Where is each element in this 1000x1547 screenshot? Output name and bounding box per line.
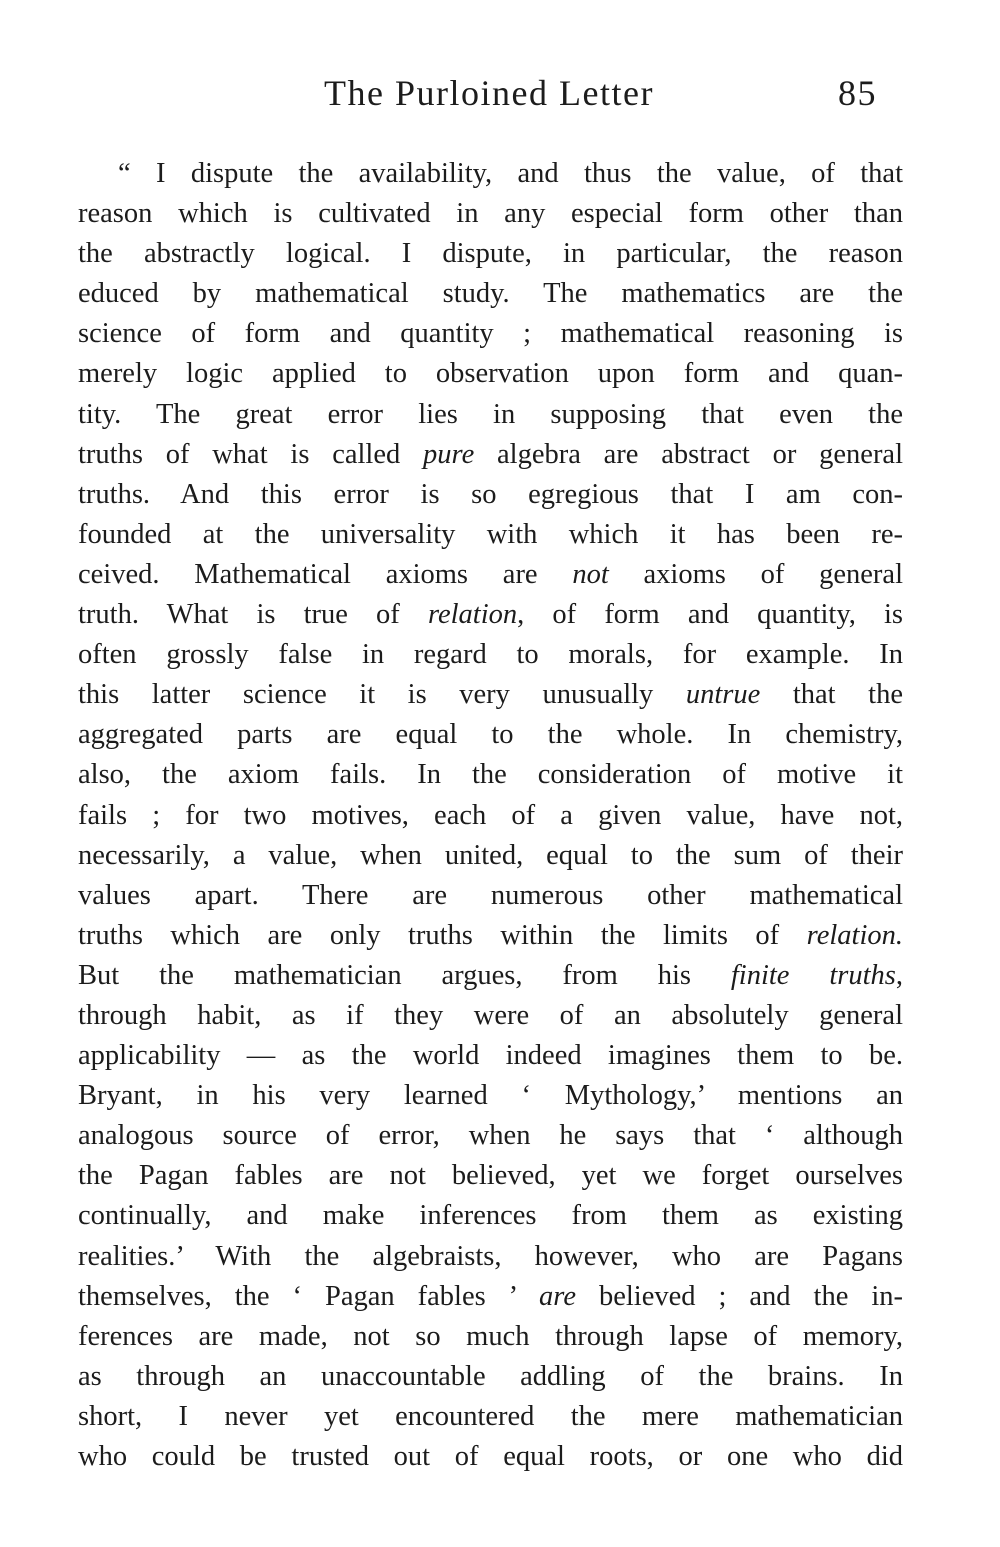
text-segment: as through an unaccountable addling of the brains. In: [78, 1360, 903, 1392]
text-line: [78, 876, 903, 916]
text-segment: often grossly false in regard to morals, for example. In: [78, 639, 903, 671]
text-line: [78, 1076, 903, 1116]
text-segment: truths. And this error is so egregious that I am con-: [78, 478, 903, 510]
text-line: [78, 796, 903, 836]
text-segment: also, the axiom fails. In the consideration of motive it: [78, 759, 903, 791]
text-segment: science of form and quantity ; mathematical reasoning is: [78, 318, 903, 350]
text-line: [78, 996, 903, 1036]
text-segment: that the: [760, 679, 903, 711]
text-line: [78, 274, 903, 314]
text-line: [78, 314, 903, 354]
italic-text: untrue: [685, 679, 761, 711]
text-line: [78, 1397, 903, 1437]
page-number: 85: [838, 73, 877, 113]
text-segment: analogous source of error, when he says that ‘ although: [78, 1120, 903, 1152]
text-line: [78, 154, 903, 194]
text-line: [78, 1277, 903, 1317]
text-segment: algebra are abstract or general: [474, 438, 903, 470]
text-segment: through habit, as if they were of an absolutely general: [78, 999, 903, 1031]
text-segment: truths which are only truths within the limits of: [78, 919, 807, 951]
text-line: [78, 1437, 903, 1477]
body-text: [78, 154, 903, 1477]
text-segment: founded at the universality with which it has been re-: [78, 518, 903, 550]
text-segment: educed by mathematical study. The mathematics are the: [78, 278, 903, 310]
text-line: [78, 675, 903, 715]
text-line: [78, 1036, 903, 1076]
text-line: [78, 956, 903, 996]
text-segment: the abstractly logical. I dispute, in particular, the reason: [78, 238, 903, 270]
text-line: [78, 475, 903, 515]
text-line: [78, 595, 903, 635]
text-line: [78, 916, 903, 956]
text-segment: short, I never yet encountered the mere mathematician: [78, 1400, 903, 1432]
text-segment: But the mathematician argues, from his: [78, 959, 731, 991]
text-line: [78, 555, 903, 595]
text-line: [78, 234, 903, 274]
running-title: The Purloined Letter: [324, 73, 654, 113]
text-line: [78, 836, 903, 876]
text-segment: ,: [895, 959, 904, 991]
text-line: [78, 635, 903, 675]
text-segment: realities.’ With the algebraists, however, who are Pagans: [78, 1240, 903, 1272]
text-segment: continually, and make inferences from them as existing: [78, 1200, 903, 1232]
text-segment: themselves, the ‘ Pagan fables ’: [78, 1280, 540, 1312]
text-segment: believed ; and the in-: [575, 1280, 903, 1312]
text-line: [78, 515, 903, 555]
text-segment: aggregated parts are equal to the whole. In chemistry,: [78, 719, 903, 751]
text-line: [78, 715, 903, 755]
text-line: [78, 1317, 903, 1357]
text-segment: this latter science it is very unusually: [78, 679, 686, 711]
text-segment: the Pagan fables are not believed, yet we forget ourselves: [78, 1160, 903, 1192]
text-segment: truth. What is true of: [78, 599, 428, 631]
text-line: [78, 1357, 903, 1397]
text-segment: necessarily, a value, when united, equal to the sum of their: [78, 839, 903, 871]
italic-text: not: [572, 558, 609, 590]
text-segment: fails ; for two motives, each of a given value, have not,: [78, 799, 903, 831]
text-segment: truths of what is called: [78, 438, 424, 470]
italic-text: finite truths: [730, 959, 896, 991]
text-segment: values apart. There are numerous other mathematical: [78, 879, 903, 911]
text-line: [78, 1116, 903, 1156]
italic-text: relation: [427, 599, 518, 631]
italic-text: relation.: [806, 919, 903, 951]
text-segment: , of form and quantity, is: [517, 599, 903, 631]
italic-text: are: [539, 1280, 576, 1312]
text-segment: applicability — as the world indeed imagines them to be.: [78, 1040, 903, 1072]
text-line: [78, 194, 903, 234]
text-segment: merely logic applied to observation upon form and quan-: [78, 358, 903, 390]
text-line: [78, 395, 903, 435]
text-segment: reason which is cultivated in any especial form other than: [78, 198, 903, 230]
text-segment: ceived. Mathematical axioms are: [78, 558, 573, 590]
text-segment: “ I dispute the availability, and thus the value, of that: [118, 158, 903, 189]
text-line: [78, 1196, 903, 1236]
text-segment: Bryant, in his very learned ‘ Mythology,’ mentions an: [78, 1080, 903, 1112]
text-segment: ferences are made, not so much through lapse of memory,: [78, 1320, 903, 1352]
text-line: [78, 435, 903, 475]
italic-text: pure: [423, 438, 475, 470]
text-segment: axioms of general: [608, 558, 903, 590]
text-line: [78, 1156, 903, 1196]
text-line: [78, 354, 903, 394]
text-segment: who could be trusted out of equal roots, or one who did: [78, 1441, 903, 1472]
text-line: [78, 755, 903, 795]
text-line: [78, 1237, 903, 1277]
text-segment: tity. The great error lies in supposing that even the: [78, 398, 903, 430]
